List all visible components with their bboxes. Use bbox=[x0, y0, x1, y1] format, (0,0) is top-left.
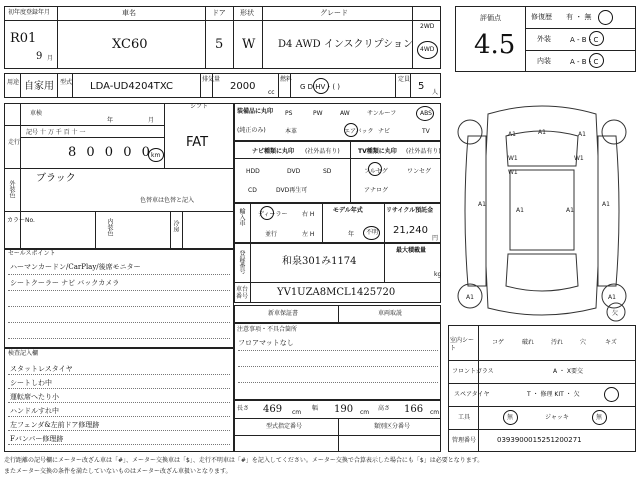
plate-value: 和泉301み1174 bbox=[282, 256, 357, 267]
max-load-label: 最大積載量 bbox=[396, 247, 427, 254]
class-label: 類別区分番号 bbox=[374, 423, 411, 430]
tools-value: 無 bbox=[507, 414, 514, 421]
month-unit: 月 bbox=[47, 55, 54, 62]
exterior-circle bbox=[589, 31, 604, 46]
fuel-options: G D HV・( ) bbox=[300, 83, 341, 91]
mark-w1-1: W1 bbox=[508, 155, 518, 162]
exterior-label: 外装 bbox=[537, 35, 551, 43]
import-label: 輸入車 bbox=[238, 208, 245, 226]
fuel-label: 燃料 bbox=[280, 76, 293, 83]
windshield-options: A ・ X要交 bbox=[553, 368, 584, 375]
fullseg-circle bbox=[368, 162, 382, 176]
model-year-year: 年 bbox=[348, 231, 355, 238]
inspector-item-1: スタットレスタイヤ bbox=[10, 365, 73, 373]
spec-label: 型式指定番号 bbox=[266, 423, 303, 430]
first-reg-value: R01 bbox=[10, 31, 37, 46]
tv-title: TV種類に丸印 bbox=[358, 148, 397, 155]
jack-value: 無 bbox=[596, 414, 603, 421]
tv-note: (社外品有り) bbox=[406, 148, 441, 155]
mark-w1-3: W1 bbox=[574, 155, 584, 162]
seat-opt-4: 穴 bbox=[580, 339, 587, 346]
vin-label: 車台番号 bbox=[236, 286, 249, 300]
doors-label: ドア bbox=[212, 9, 226, 17]
equip-abs: ABS bbox=[420, 110, 432, 117]
recycle-unit: 円 bbox=[432, 235, 439, 242]
displacement-value: 2000 bbox=[230, 81, 256, 92]
inspector-item-6: Fバンパー修理跡 bbox=[10, 435, 64, 443]
mileage-digits: 8 0 0 0 0 bbox=[68, 145, 153, 160]
exterior-color-value: ブラック bbox=[36, 173, 76, 184]
seat-opt-2: 破れ bbox=[522, 339, 535, 346]
vin-value: YV1UZA8MCL1425720 bbox=[277, 287, 396, 298]
interior-seat-label: 室内シート bbox=[450, 337, 475, 352]
mileage-label: 走行 bbox=[8, 139, 21, 146]
manual: 車両取説 bbox=[378, 310, 403, 317]
fuel-circle bbox=[313, 78, 329, 94]
inspector-item-4: ハンドルすれ中 bbox=[10, 407, 59, 415]
model-label: 車名 bbox=[122, 9, 136, 17]
equip-tv: TV bbox=[422, 128, 430, 135]
seat-opt-5: キズ bbox=[605, 339, 617, 346]
spare-label: スペアタイヤ bbox=[454, 391, 490, 398]
first-reg-month: 9 bbox=[36, 51, 43, 62]
interior-options: A - B - C bbox=[570, 58, 599, 66]
repair-label: 修復歴 bbox=[531, 13, 552, 21]
displacement-label: 排気量 bbox=[202, 76, 221, 83]
notes-box bbox=[234, 323, 441, 400]
navi-sd: SD bbox=[323, 168, 332, 175]
width-label: 幅 bbox=[312, 405, 319, 412]
displacement-unit: cc bbox=[268, 89, 275, 96]
inspector-item-3: 運転席へたり小 bbox=[10, 393, 59, 401]
equip-navi: ナビ bbox=[378, 128, 391, 135]
model-value: XC60 bbox=[112, 37, 148, 52]
width-value: 190 bbox=[334, 404, 354, 415]
jack-label: ジャッキ bbox=[545, 414, 569, 421]
drive-2wd: 2WD bbox=[420, 23, 435, 30]
mark-a1-wheel-right: A1 bbox=[608, 294, 616, 301]
mark-spare-missing: 欠 bbox=[612, 310, 619, 317]
navi-cd: CD bbox=[248, 187, 257, 194]
capacity-value: 5 bbox=[418, 81, 425, 92]
recycle-label: リサイクル預託金 bbox=[386, 207, 434, 214]
navi-dvd: DVD bbox=[287, 168, 301, 175]
length-unit: cm bbox=[292, 409, 302, 416]
mark-a1-frontleft: A1 bbox=[508, 131, 516, 138]
drive-4wd: 4WD bbox=[420, 46, 435, 53]
recycle-value: 21,240 bbox=[393, 225, 428, 236]
car-diagram bbox=[448, 96, 636, 326]
inspector-item-5: 左フェンダ&左前ドア修理跡 bbox=[10, 421, 100, 429]
model-year-unknown: 不明 bbox=[366, 229, 379, 236]
navi-title: ナビ種類に丸印 bbox=[252, 148, 295, 155]
height-label: 高さ bbox=[378, 405, 391, 412]
tv-oneseg: ワンセグ bbox=[407, 168, 432, 175]
interior-color-label: 内装色 bbox=[106, 218, 113, 236]
height-unit: cm bbox=[430, 409, 440, 416]
grade-value: D4 AWD インスクリプション bbox=[278, 39, 413, 50]
height-value: 166 bbox=[404, 404, 424, 415]
mark-a1-side-2: A1 bbox=[566, 207, 574, 214]
sales-point-1: ハーマンカードン/CarPlay/後席モニター bbox=[10, 263, 141, 271]
note-1: フロアマットなし bbox=[238, 339, 294, 347]
navi-hdd: HDD bbox=[246, 168, 260, 175]
exterior-options: A - B - C bbox=[570, 36, 599, 44]
mark-w1-2: W1 bbox=[508, 169, 518, 176]
equip-airbag: エアバック bbox=[344, 128, 374, 135]
spare-circle bbox=[604, 387, 619, 402]
score-label: 評価点 bbox=[480, 14, 501, 22]
mgmt-label: 管理番号 bbox=[452, 437, 477, 444]
mark-a1-frontright: A1 bbox=[578, 131, 586, 138]
digits-header: 記号 十 万 千 百 十 一 bbox=[26, 129, 86, 136]
equip-aw: AW bbox=[340, 110, 350, 117]
tools-label: 工具 bbox=[458, 414, 471, 421]
score-value: 4.5 bbox=[474, 30, 516, 60]
mark-a1-side-1: A1 bbox=[516, 207, 524, 214]
tv-analog: アナログ bbox=[364, 187, 389, 194]
mark-a1-rear-right: A1 bbox=[602, 201, 610, 208]
repair-circle bbox=[598, 10, 613, 25]
model-year-label: モデル年式 bbox=[333, 207, 363, 214]
equip-sunroof: サンルーフ bbox=[367, 110, 397, 117]
navi-dvd-play: DVD再生可 bbox=[276, 187, 308, 194]
length-label: 長さ bbox=[237, 405, 250, 412]
doors-value: 5 bbox=[215, 37, 224, 52]
footer-line-1: 走行距離の記号欄にメーター改ざん車は「#」、メーター交換車は「$」、走行不明車は「#」を記入してください。メーター交換で合算表示した場合にも「$」は必要となります。 bbox=[4, 457, 484, 464]
notes-title: 注意事項・不具合箇所 bbox=[237, 326, 298, 333]
dealer-circle bbox=[260, 206, 274, 220]
shift-value: FAT bbox=[186, 135, 209, 150]
abs-circle bbox=[416, 106, 434, 121]
import-parallel: 並行 bbox=[265, 231, 278, 238]
mark-a1-rear-left: A1 bbox=[478, 201, 486, 208]
capacity-unit: 人 bbox=[432, 89, 439, 96]
max-load-unit: kg bbox=[434, 271, 442, 278]
inspection-year: 年 bbox=[107, 117, 114, 124]
grade-label: グレード bbox=[320, 9, 348, 17]
plate-label: 登録番号 bbox=[238, 250, 245, 274]
import-right: 右 H bbox=[302, 211, 315, 218]
equipment-subtitle: (純正のみ) bbox=[237, 127, 266, 134]
sales-points-title: セールスポイント bbox=[8, 250, 56, 257]
windshield-label: フロントガラス bbox=[452, 368, 494, 375]
color-change-note: 色替車は色替と記入 bbox=[140, 197, 195, 204]
inspector-title: 検査記入欄 bbox=[8, 350, 39, 357]
capacity-label: 定員 bbox=[398, 76, 411, 83]
inspector-item-2: シートしわ中 bbox=[10, 379, 52, 387]
unit-km: km bbox=[151, 152, 161, 159]
interior-label: 内装 bbox=[537, 57, 551, 65]
mgmt-value: 0393900015251200271 bbox=[497, 436, 582, 444]
interior-circle bbox=[589, 53, 604, 68]
repair-options: 有 ・ 無 bbox=[566, 13, 592, 21]
inspection-month: 月 bbox=[148, 117, 155, 124]
length-value: 469 bbox=[263, 404, 283, 415]
spare-options: T ・ 修理 KIT ・ 欠 bbox=[527, 391, 580, 398]
color-no-label: カラーNo. bbox=[7, 217, 35, 224]
footer-line-2: またメーター交換の条件を満たしていないものはメーター改ざん車扱いとなります。 bbox=[4, 468, 232, 475]
import-dealer: ディーラー bbox=[258, 211, 288, 218]
shape-label: 形状 bbox=[240, 9, 254, 17]
equip-pw: PW bbox=[313, 110, 323, 117]
exterior-color-label: 外装色 bbox=[8, 180, 15, 198]
mark-a1-wheel-left: A1 bbox=[466, 294, 474, 301]
usage-value: 自家用 bbox=[24, 81, 54, 92]
equip-leather: 本革 bbox=[285, 128, 298, 135]
tv-fullseg: フルセグ bbox=[364, 168, 388, 175]
import-left: 左 H bbox=[302, 231, 315, 238]
type-value: LDA-UD4204TXC bbox=[90, 81, 174, 92]
shift-label: シフト bbox=[190, 103, 209, 110]
width-unit: cm bbox=[360, 409, 370, 416]
seat-opt-3: 汚れ bbox=[551, 339, 564, 346]
navi-note: (社外品有り) bbox=[305, 148, 340, 155]
first-reg-label: 初年度登録年月 bbox=[8, 9, 51, 16]
usage-label: 用途 bbox=[7, 79, 20, 86]
shape-value: W bbox=[242, 37, 256, 52]
airbag-circle bbox=[344, 123, 358, 137]
inspection-label: 車検 bbox=[30, 110, 43, 117]
type-label: 型式 bbox=[60, 79, 73, 86]
seat-opt-1: コゲ bbox=[492, 339, 505, 346]
equipment-title: 装備品に丸印 bbox=[237, 108, 274, 115]
sales-point-2: シートクーラー ナビ バックカメラ bbox=[10, 279, 120, 287]
mark-a1-top: A1 bbox=[538, 129, 546, 136]
new-warranty: 新車保証書 bbox=[268, 310, 299, 317]
equip-ps: PS bbox=[285, 110, 293, 117]
cold-label: 冷房 bbox=[172, 220, 179, 232]
